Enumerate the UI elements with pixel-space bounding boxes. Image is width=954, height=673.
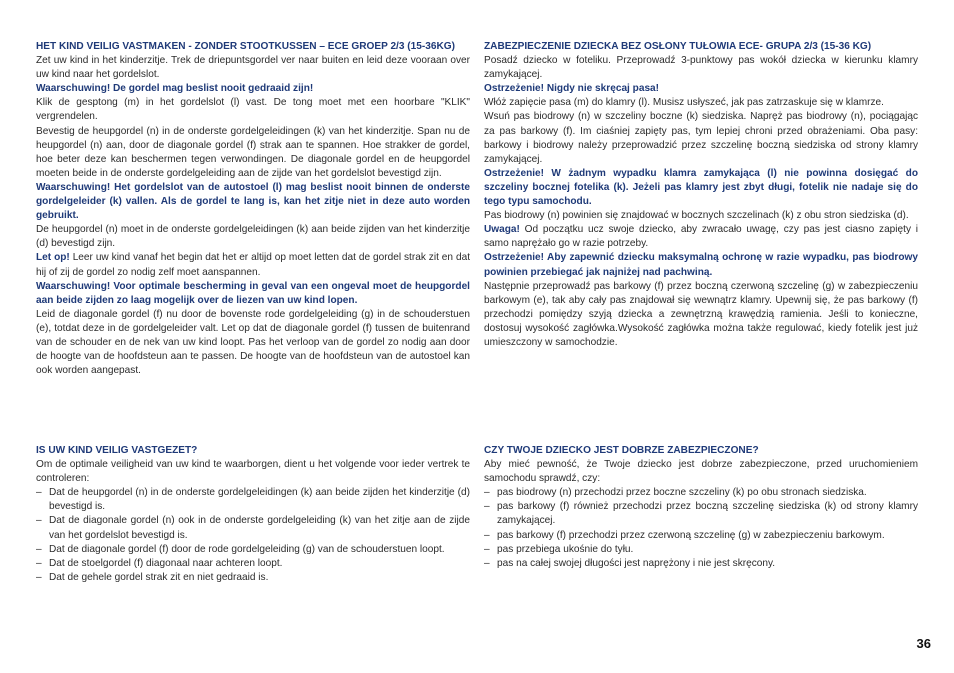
- list-item: – pas przebiega ukośnie do tyłu.: [484, 543, 918, 557]
- paragraph: Aby mieć pewność, że Twoje dziecko jest dobrze zabezpieczone, przed uruchomieniem samochodu sprawdź, czy:: [484, 459, 918, 485]
- list-item: – Dat de diagonale gordel (f) door de rode gordelgeleiding (g) van de schouderstuen loopt.: [36, 543, 470, 557]
- polish-checklist-section: [484, 444, 918, 571]
- warning-text: Waarschuwing! Voor optimale bescherming in geval van een ongeval moet de heupgordel aan beide zijden zo laag mogelijk over de liezen van uw kind lopen.: [36, 280, 470, 306]
- paragraph: Pas biodrowy (n) powinien się znajdować w bocznych szczelinach (k) z obu stron siedziska (d).: [484, 210, 909, 222]
- paragraph: De heupgordel (n) moet in de onderste gordelgeleidingen (k) aan beide zijden van het kinderzitje (d) bevestigd zijn.: [36, 224, 470, 250]
- paragraph: Bevestig de heupgordel (n) in de onderste gordelgeleidingen (k) van het kinderzitje. Span nu de heupgordel (n) aan, door de diagonale gordel (f) strak aan te spannen. Hoe strakker de gordel, hoe beter deze kan beschermen tegen verwondingen. De diagonale gordel en de heupgordel moeten beide in de onderste gordelgeleiding aan de zijde van het gordelslot bevestigd zijn.: [36, 125, 470, 179]
- list-item: – pas barkowy (f) również przechodzi przez boczną szczelinę siedziska (k) od strony klamry zamykającej.: [484, 500, 918, 528]
- paragraph: Następnie przeprowadź pas barkowy (f) przez boczną czerwoną szczelinę (g) w zabezpieczeniu barkowym (e), tak aby cały pas znajdował się wewnątrz klamry. Upewnij się, że pas barkowy (f) przechodzi pomiędzy szyją dziecka a zewnętrzną krawędzią ramienia. Jeśli to konieczne, dostosuj wysokość zagłówka.Wysokość zagłówka można także regulować, kiedy fotelik jest już umieszczony w samochodzie.: [484, 280, 918, 348]
- page-number: 36: [916, 636, 931, 651]
- warning-text: Ostrzeżenie! W żadnym wypadku klamra zamykająca (l) nie powinna dosięgać do szczeliny bocznej fotelika (k). Jeżeli pas klamry jest zbyt długi, fotelik nie nadaje się do tego typu samochodu.: [484, 167, 918, 208]
- list-item: – Dat de diagonale gordel (n) ook in de onderste gordelgeleiding (k) van het zitje aan de zijde van het gordelslot bevestigd is.: [36, 514, 470, 542]
- paragraph: Włóż zapięcie pasa (m) do klamry (l). Musisz usłyszeć, jak pas zatrzaskuje się w klamrze.: [484, 97, 884, 109]
- paragraph: Zet uw kind in het kinderzitje. Trek de driepuntsgordel ver naar buiten en leid deze vooraan over uw kind naar het gordelslot.: [36, 55, 470, 81]
- warning-text: Ostrzeżenie! Nigdy nie skręcaj pasa!: [484, 83, 660, 95]
- section-heading: CZY TWOJE DZIECKO JEST DOBRZE ZABEZPIECZONE?: [484, 445, 759, 456]
- attention-label: Let op!: [36, 252, 70, 264]
- paragraph: Om de optimale veiligheid van uw kind te waarborgen, dient u het volgende voor ieder vertrek te controleren:: [36, 459, 470, 485]
- attention-label: Uwaga!: [484, 224, 520, 236]
- section-heading: IS UW KIND VEILIG VASTGEZET?: [36, 445, 198, 456]
- checklist: [36, 486, 470, 585]
- warning-text: Ostrzeżenie! Aby zapewnić dziecku maksymalną ochronę w razie wypadku, pas biodrowy powinien przebiegać jak najniżej nad pachwiną.: [484, 252, 918, 278]
- dutch-checklist-section: [36, 444, 470, 585]
- list-item: – Dat de gehele gordel strak zit en niet gedraaid is.: [36, 571, 470, 585]
- section-heading: ZABEZPIECZENIE DZIECKA BEZ OSŁONY TUŁOWIA ECE- GRUPA 2/3 (15-36 KG): [484, 41, 872, 52]
- section-heading: HET KIND VEILIG VASTMAKEN - ZONDER STOOTKUSSEN – ECE GROEP 2/3 (15-36KG): [36, 41, 455, 52]
- list-item: – pas barkowy (f) przechodzi przez czerwoną szczelinę (g) w zabezpieczeniu barkowym.: [484, 529, 918, 543]
- dutch-instructions-section: [36, 40, 470, 378]
- list-item: – pas na całej swojej długości jest naprężony i nie jest skręcony.: [484, 557, 918, 571]
- list-item: – Dat de stoelgordel (f) diagonaal naar achteren loopt.: [36, 557, 470, 571]
- paragraph: Posadź dziecko w foteliku. Przeprowadź 3-punktowy pas wokół dziecka w kierunku klamry zamykającej.: [484, 55, 918, 81]
- paragraph-text: Od początku ucz swoje dziecko, aby zwracało uwagę, czy pas jest ciasno zapięty i samo naprężało go w razie potrzeby.: [484, 224, 918, 250]
- warning-text: Waarschuwing! Het gordelslot van de autostoel (l) mag beslist nooit binnen de onderste gordelgeleider (k) vallen. Als de gordel te lang is, kan het zitje niet in deze auto worden gebruikt.: [36, 181, 470, 222]
- paragraph: [484, 223, 918, 251]
- paragraph: [36, 251, 470, 279]
- list-item: – Dat de heupgordel (n) in de onderste gordelgeleidingen (k) aan beide zijden het kinderzitje (d) bevestigd is.: [36, 486, 470, 514]
- warning-text: Waarschuwing! De gordel mag beslist nooit gedraaid zijn!: [36, 83, 314, 95]
- polish-instructions-section: [484, 40, 918, 350]
- paragraph: Wsuń pas biodrowy (n) w szczeliny boczne (k) siedziska. Napręż pas biodrowy (n), pociągając za pas barkowy (f). Im ciaśniej zapięty pas, tym lepiej chroni przed obrażeniami. Oba pasy: barkowy i biodrowy należy przeprowadzić przez szczelinę boczną siedziska od strony klamry zamykającej.: [484, 111, 918, 165]
- paragraph: Klik de gesptong (m) in het gordelslot (l) vast. De tong moet met een hoorbare "KLIK" vergrendelen.: [36, 97, 470, 123]
- checklist: [484, 486, 918, 571]
- paragraph: Leid de diagonale gordel (f) nu door de bovenste rode gordelgeleiding (g) in de schouderstuen (e), totdat deze in de gordelgeleider valt. Let op dat de diagonale gordel (f) tussen de buitenrand van de schouder en de nek van uw kind loopt. Pas het verloop van de gordel zo nodig aan door de hoogte van de hoofdsteun aan te passen. De hoogte van de hoofdsteun van de autostoel kan ook worden aangepast.: [36, 308, 470, 377]
- list-item: – pas biodrowy (n) przechodzi przez boczne szczeliny (k) po obu stronach siedziska.: [484, 486, 918, 500]
- paragraph-text: Leer uw kind vanaf het begin dat het er altijd op moet letten dat de gordel strak zit en dat hij of zij de gordel zo nodig zelf moet aanspannen.: [36, 252, 470, 278]
